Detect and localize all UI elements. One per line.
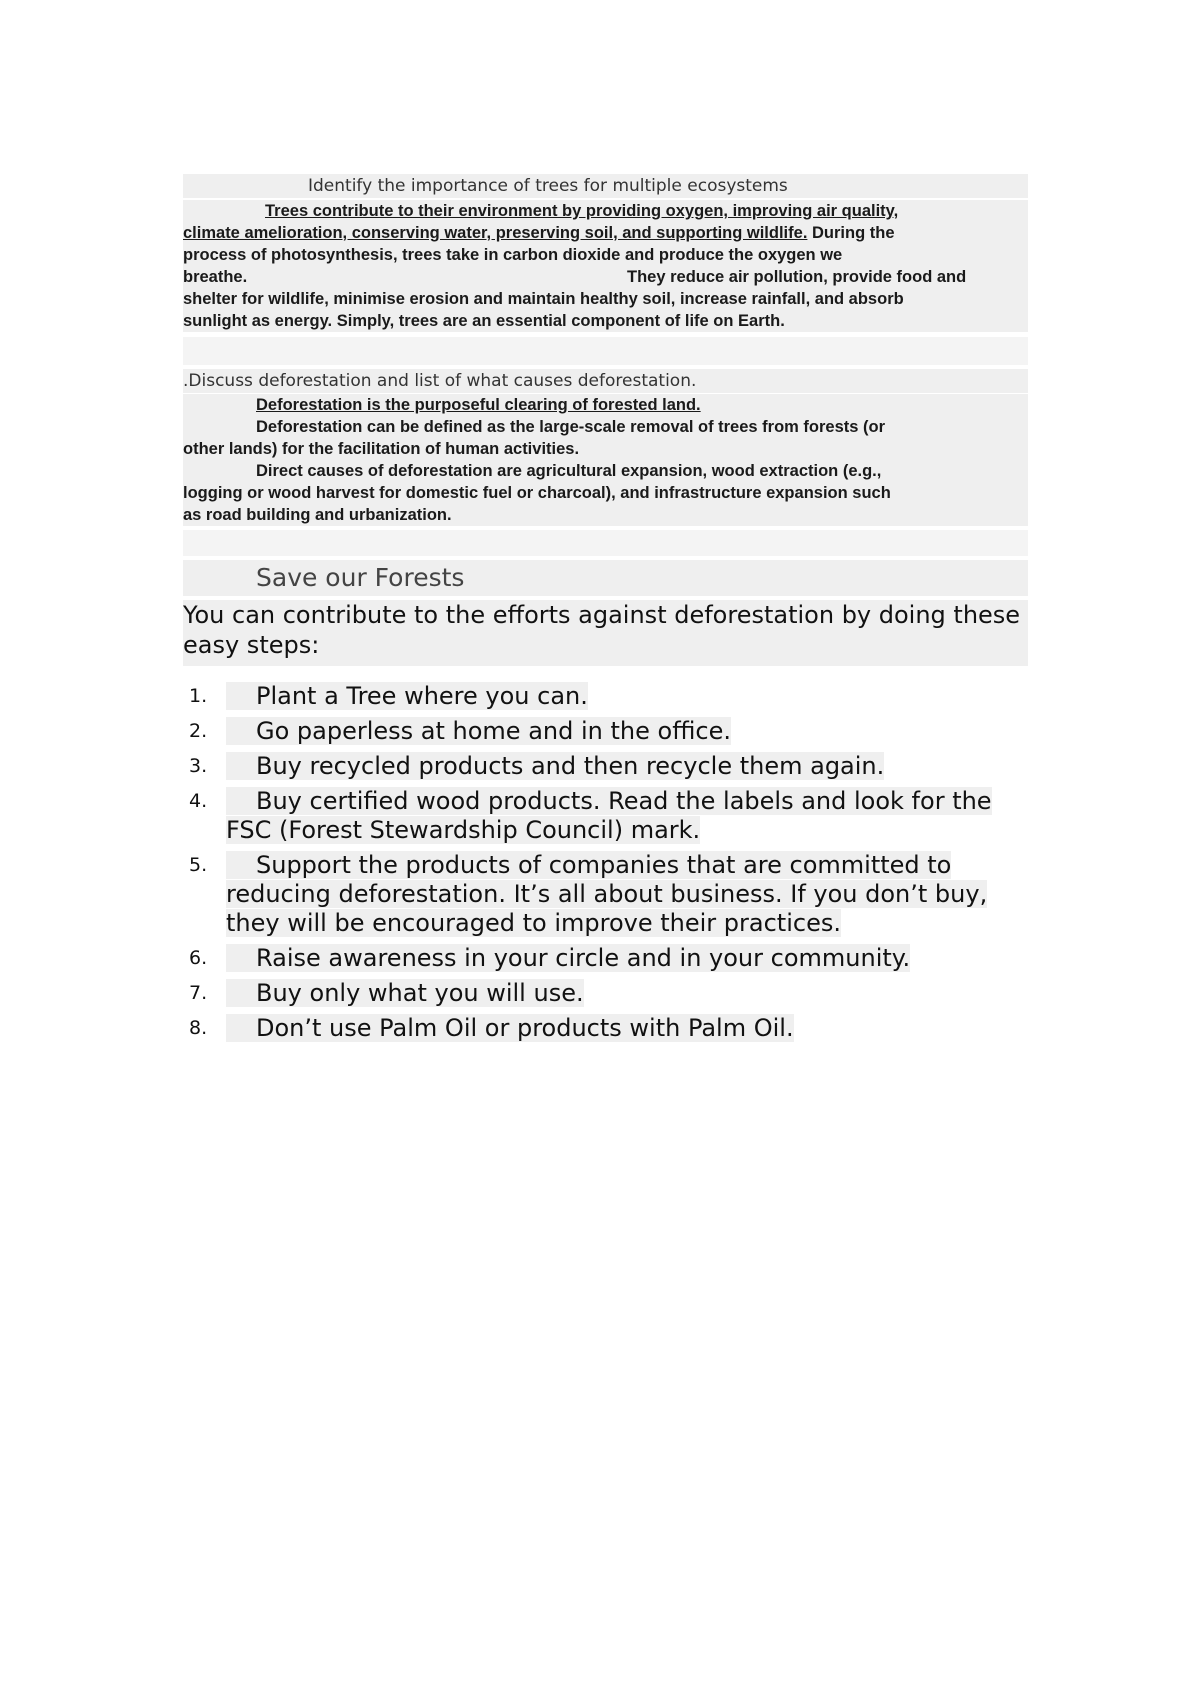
- text-line: other lands) for the facilitation of human activities.: [183, 440, 580, 458]
- text-line: Direct causes of deforestation are agricultural expansion, wood extraction (e.g.,: [256, 462, 882, 480]
- step-number: 5.: [189, 854, 208, 876]
- step-item: [183, 682, 1028, 711]
- step-number: 8.: [189, 1017, 208, 1039]
- step-text: Buy certified wood products. Read the labels and look for the FSC (Forest Stewardship Council) mark.: [226, 787, 992, 844]
- text-line: as road building and urbanization.: [183, 506, 452, 524]
- step-number: 2.: [189, 720, 208, 742]
- title-text: Save our Forests: [256, 563, 465, 592]
- spacer-row: [183, 337, 1028, 365]
- step-item: [183, 851, 1028, 938]
- step-number: 6.: [189, 947, 208, 969]
- text-line: Trees contribute to their environment by providing oxygen, improving air quality,: [265, 202, 899, 220]
- paragraph-trees: [183, 200, 1028, 332]
- step-number: 1.: [189, 685, 208, 707]
- text-line: Deforestation can be defined as the large-scale removal of trees from forests (or: [256, 418, 886, 436]
- text-line: Deforestation is the purposeful clearing of forested land.: [256, 396, 701, 414]
- paragraph-deforestation: [183, 394, 1028, 526]
- step-number: 7.: [189, 982, 208, 1004]
- step-item: [183, 1014, 1028, 1043]
- section-heading-trees: [183, 174, 1028, 198]
- spacer-row: [183, 530, 1028, 556]
- step-item: [183, 979, 1028, 1008]
- step-item: [183, 944, 1028, 973]
- text-line: shelter for wildlife, minimise erosion and maintain healthy soil, increase rainfall, and absorb: [183, 290, 904, 308]
- text-line: breathe. They reduce air pollution, provide food and: [183, 268, 967, 286]
- step-item: [183, 717, 1028, 746]
- step-text: Raise awareness in your circle and in your community.: [256, 944, 911, 972]
- steps-list: [183, 682, 1028, 1049]
- section-heading-deforestation: [183, 369, 1028, 393]
- step-text: Plant a Tree where you can.: [256, 682, 588, 710]
- step-number: 3.: [189, 755, 208, 777]
- step-text: Buy recycled products and then recycle them again.: [256, 752, 885, 780]
- section-title-save-forests: [183, 560, 1028, 596]
- step-text: Buy only what you will use.: [256, 979, 584, 1007]
- step-text: Don’t use Palm Oil or products with Palm Oil.: [256, 1014, 794, 1042]
- step-text: Support the products of companies that are committed to reducing deforestation. It’s all about business. If you don’t buy, they will be encouraged to improve their practices.: [226, 851, 988, 937]
- text-line: climate amelioration, conserving water, preserving soil, and supporting wildlife. During the: [183, 224, 895, 242]
- text-line: logging or wood harvest for domestic fuel or charcoal), and infrastructure expansion such: [183, 484, 891, 502]
- step-item: [183, 752, 1028, 781]
- text-line: sunlight as energy. Simply, trees are an essential component of life on Earth.: [183, 312, 785, 330]
- text-line: process of photosynthesis, trees take in carbon dioxide and produce the oxygen we: [183, 246, 843, 264]
- heading-text: .Discuss deforestation and list of what causes deforestation.: [183, 371, 697, 391]
- heading-text: Identify the importance of trees for multiple ecosystems: [308, 176, 788, 196]
- step-item: [183, 787, 1028, 845]
- step-text: Go paperless at home and in the office.: [256, 717, 731, 745]
- step-number: 4.: [189, 790, 208, 812]
- intro-paragraph: You can contribute to the efforts against deforestation by doing these easy steps:: [183, 600, 1028, 666]
